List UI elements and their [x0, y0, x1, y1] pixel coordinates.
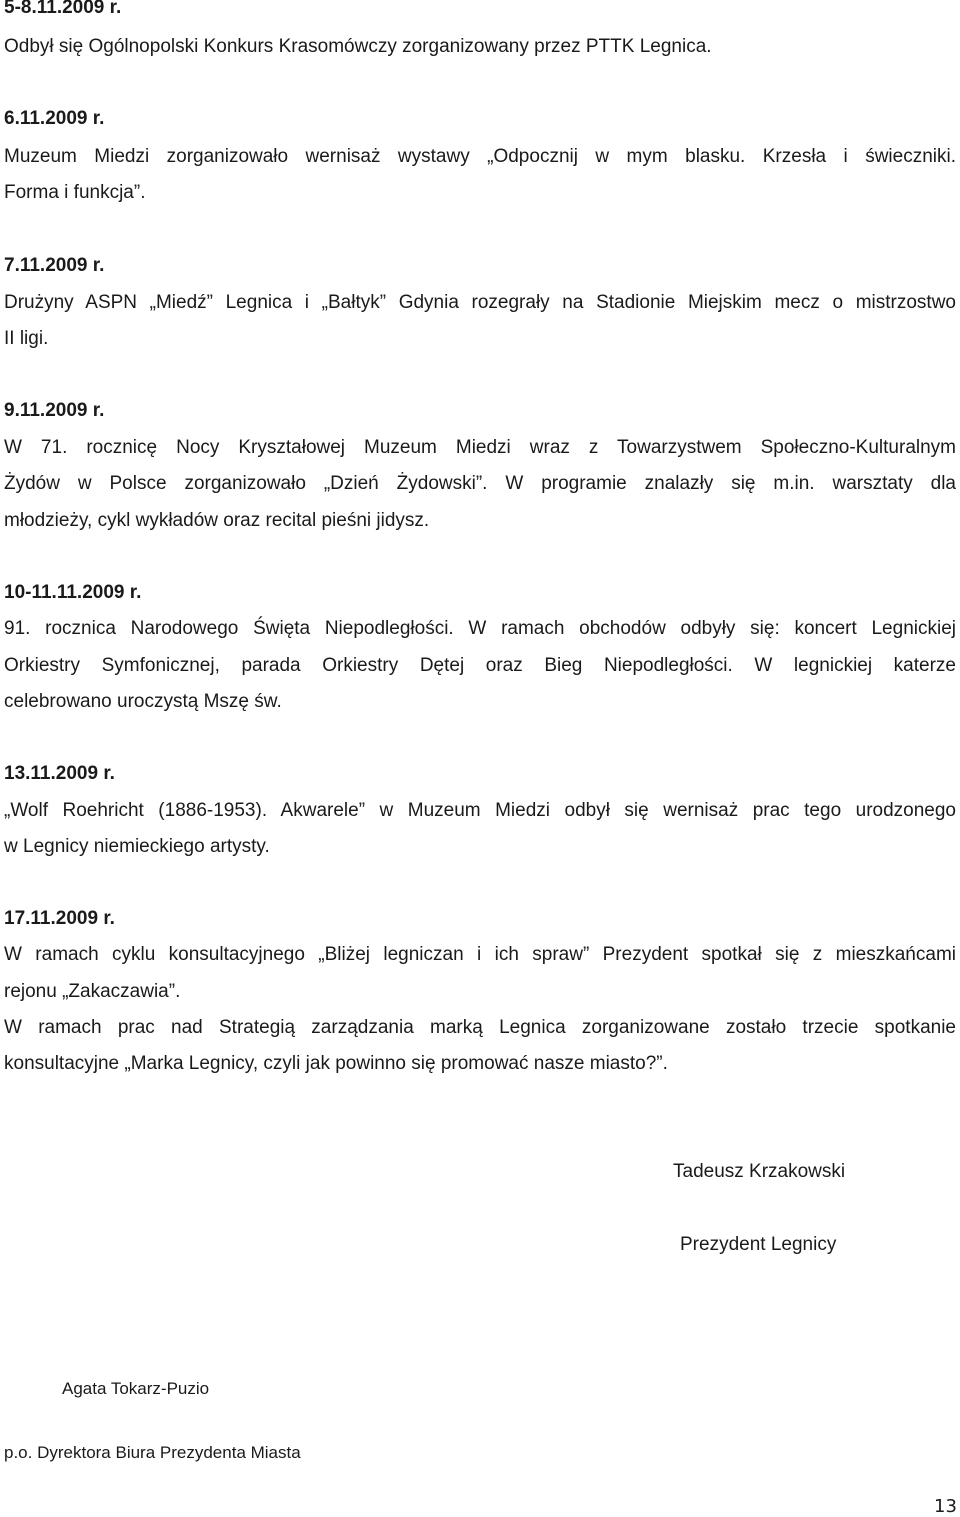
- entry-text-line: Żydów w Polsce zorganizowało „Dzień Żydowski”. W programie znalazły się m.in. warsztaty dla: [4, 473, 956, 494]
- entry-text-line: W ramach cyklu konsultacyjnego „Bliżej legniczan i ich spraw” Prezydent spotkał się z mieszkańcami: [4, 944, 956, 965]
- entry-text-line: w Legnicy niemieckiego artysty.: [4, 836, 270, 857]
- preparer-name: Agata Tokarz-Puzio: [62, 1379, 210, 1398]
- entry-text-line: Forma i funkcja”.: [4, 182, 146, 203]
- entry-date: 9.11.2009 r.: [4, 400, 105, 421]
- entry-date: 17.11.2009 r.: [4, 908, 115, 929]
- entry-text-line: rejonu „Zakaczawia”.: [4, 981, 181, 1002]
- entry-text-line: W 71. rocznicę Nocy Kryształowej Muzeum Miedzi wraz z Towarzystwem Społeczno-Kulturalnym: [4, 437, 956, 458]
- entry-date: 6.11.2009 r.: [4, 108, 105, 129]
- entry-date: 5-8.11.2009 r.: [4, 0, 122, 18]
- page-number: 13: [934, 1496, 957, 1517]
- entry-date: 7.11.2009 r.: [4, 255, 105, 276]
- entry-text-line: „Wolf Roehricht (1886-1953). Akwarele” w Muzeum Miedzi odbył się wernisaż prac tego urodzonego: [4, 800, 956, 821]
- entry-text-line: Orkiestry Symfonicznej, parada Orkiestry Dętej oraz Bieg Niepodległości. W legnickiej katerze: [4, 655, 956, 676]
- entry-text-line: konsultacyjne „Marka Legnicy, czyli jak powinno się promować nasze miasto?”.: [4, 1053, 668, 1074]
- entry-text-line: 91. rocznica Narodowego Święta Niepodległości. W ramach obchodów odbyły się: koncert Legnickiej: [4, 618, 956, 639]
- entry-text-line: Odbył się Ogólnopolski Konkurs Krasomówczy zorganizowany przez PTTK Legnica.: [4, 36, 712, 57]
- signatory-title: Prezydent Legnicy: [680, 1234, 837, 1255]
- entry-text-line: II ligi.: [4, 328, 49, 349]
- entry-date: 13.11.2009 r.: [4, 763, 115, 784]
- entry-text-line: W ramach prac nad Strategią zarządzania marką Legnica zorganizowane zostało trzecie spotkanie: [4, 1017, 956, 1038]
- entry-date: 10-11.11.2009 r.: [4, 582, 142, 603]
- preparer-role: p.o. Dyrektora Biura Prezydenta Miasta: [4, 1443, 301, 1462]
- entry-text-line: młodzieży, cykl wykładów oraz recital pieśni jidysz.: [4, 510, 430, 531]
- entry-text-line: Drużyny ASPN „Miedź” Legnica i „Bałtyk” Gdynia rozegrały na Stadionie Miejskim mecz o mistrzostwo: [4, 292, 956, 313]
- signatory-name: Tadeusz Krzakowski: [673, 1161, 846, 1182]
- entry-text-line: celebrowano uroczystą Mszę św.: [4, 691, 282, 712]
- entry-text-line: Muzeum Miedzi zorganizowało wernisaż wystawy „Odpocznij w mym blasku. Krzesła i świeczniki.: [4, 146, 956, 167]
